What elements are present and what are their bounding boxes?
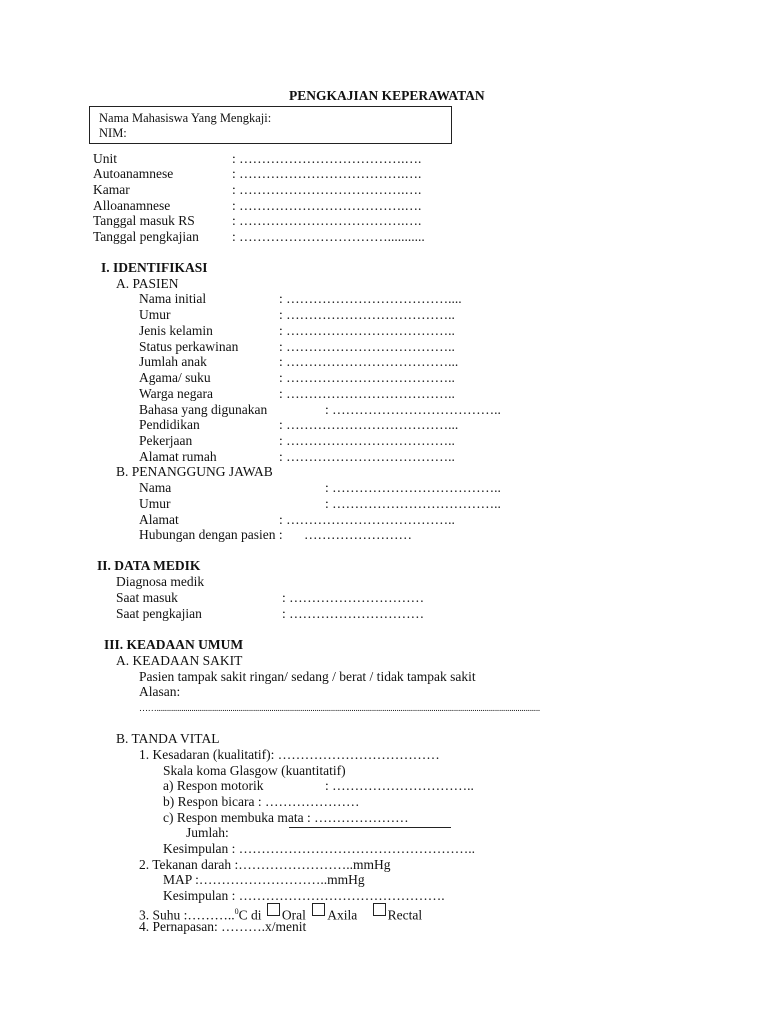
field-value[interactable]: : ……………………………........... <box>232 229 425 244</box>
field-value[interactable]: : ……………………………….…. <box>232 151 422 166</box>
map-field[interactable]: MAP :………………………..mmHg <box>163 872 365 887</box>
jumlah-label: Jumlah: <box>186 825 229 840</box>
field-label: Umur <box>139 307 171 322</box>
respon-bicara-field[interactable]: b) Respon bicara : ………………… <box>163 794 360 809</box>
kesadaran-field[interactable]: 1. Kesadaran (kualitatif): ……………………………… <box>139 747 440 762</box>
field-label: Nama initial <box>139 291 207 306</box>
field-label: Warga negara <box>139 386 213 401</box>
field-label: Agama/ suku <box>139 370 211 385</box>
rectal-label: Rectal <box>387 907 423 923</box>
field-label: Pekerjaan <box>139 433 193 448</box>
field-value[interactable]: : ……………………………….. <box>325 496 501 511</box>
field-value[interactable]: : ……………………………….…. <box>232 166 422 181</box>
axila-label: Axila <box>327 907 358 923</box>
page-title: PENGKAJIAN KEPERAWATAN <box>289 88 485 103</box>
field-label: Alloanamnese <box>93 198 171 213</box>
field-label: Saat masuk <box>116 590 178 605</box>
section-keadaan-umum-heading: III. KEADAAN UMUM <box>104 637 244 652</box>
field-label: Saat pengkajian <box>116 606 202 621</box>
oral-checkbox[interactable] <box>267 903 280 916</box>
field-label: Unit <box>93 151 118 166</box>
pernapasan-field[interactable]: 4. Pernapasan: ……….x/menit <box>139 919 307 934</box>
field-value[interactable]: : ……………………………….. <box>279 386 455 401</box>
student-name-label: Nama Mahasiswa Yang Mengkaji: <box>99 111 272 125</box>
field-value[interactable]: …………………… <box>304 527 412 542</box>
field-label: Umur <box>139 496 171 511</box>
field-label: Jenis kelamin <box>139 323 213 338</box>
suhu-unit-label: C di <box>238 907 262 923</box>
field-value[interactable]: : ………………………… <box>282 590 425 605</box>
sub-tanda-vital-heading: B. TANDA VITAL <box>116 731 220 746</box>
oral-label: Oral <box>281 907 306 923</box>
field-value[interactable]: : ……………………………….. <box>279 433 455 448</box>
field-value[interactable]: : ……………………………….. <box>325 402 501 417</box>
field-label: Tanggal masuk RS <box>93 213 195 228</box>
student-info-box <box>89 106 452 144</box>
field-label: Tanggal pengkajian <box>93 229 199 244</box>
respon-motorik-value[interactable]: : ………………………….. <box>325 778 474 793</box>
field-value[interactable]: : ………………………… <box>282 606 425 621</box>
field-value[interactable]: : ……………………………….…. <box>232 182 422 197</box>
degree-symbol: 0 <box>234 907 239 916</box>
field-value[interactable]: : ………………………………... <box>279 417 459 432</box>
field-value[interactable]: : ……………………………….... <box>279 291 462 306</box>
field-label: Hubungan dengan pasien : <box>139 527 283 542</box>
field-label: Alamat <box>139 512 179 527</box>
respon-membuka-mata-field[interactable]: c) Respon membuka mata : ………………… <box>163 810 409 825</box>
sub-pasien-heading: A. PASIEN <box>116 276 179 291</box>
glasgow-label: Skala koma Glasgow (kuantitatif) <box>163 763 346 778</box>
pasien-tampak-text: Pasien tampak sakit ringan/ sedang / berat / tidak tampak sakit <box>139 669 476 684</box>
field-label: Jumlah anak <box>139 354 207 369</box>
tekanan-darah-field[interactable]: 2. Tekanan darah :……………………..mmHg <box>139 857 391 872</box>
section-identifikasi-heading: I. IDENTIFIKASI <box>101 260 208 275</box>
diagnosa-medik-label: Diagnosa medik <box>116 574 205 589</box>
kesimpulan-td-field[interactable]: Kesimpulan : ………………………………………. <box>163 888 445 903</box>
suhu-field[interactable]: 3. Suhu :……….. <box>139 907 235 923</box>
field-label: Status perkawinan <box>139 339 239 354</box>
field-label: Nama <box>139 480 172 495</box>
sub-keadaan-sakit-heading: A. KEADAAN SAKIT <box>116 653 243 668</box>
field-label: Bahasa yang digunakan <box>139 402 268 417</box>
field-value[interactable]: : ……………………………….…. <box>232 198 422 213</box>
underline <box>289 827 451 828</box>
field-value[interactable]: : ……………………………….. <box>279 449 455 464</box>
field-value[interactable]: : ……………………………….. <box>325 480 501 495</box>
sub-penanggung-jawab-heading: B. PENANGGUNG JAWAB <box>116 464 273 479</box>
field-value[interactable]: : ……………………………….. <box>279 370 455 385</box>
nim-label: NIM: <box>99 126 127 140</box>
alasan-label: Alasan: <box>139 684 181 699</box>
rectal-checkbox[interactable] <box>373 903 386 916</box>
field-value[interactable]: : ……………………………….. <box>279 512 455 527</box>
field-value[interactable]: : ……………………………….. <box>279 339 455 354</box>
field-label: Autoanamnese <box>93 166 174 181</box>
axila-checkbox[interactable] <box>312 903 325 916</box>
alasan-line[interactable]: ……........................................................................................................................................................................................... <box>139 703 540 713</box>
field-value[interactable]: : ……………………………….. <box>279 323 455 338</box>
field-value[interactable]: : ……………………………….. <box>279 307 455 322</box>
field-value[interactable]: : ………………………………... <box>279 354 459 369</box>
respon-motorik-label: a) Respon motorik <box>163 778 264 793</box>
section-data-medik-heading: II. DATA MEDIK <box>97 558 201 573</box>
field-label: Alamat rumah <box>139 449 217 464</box>
field-value[interactable]: : ……………………………….…. <box>232 213 422 228</box>
kesimpulan-gcs-field[interactable]: Kesimpulan : …………………………………………….. <box>163 841 475 856</box>
field-label: Kamar <box>93 182 130 197</box>
field-label: Pendidikan <box>139 417 200 432</box>
